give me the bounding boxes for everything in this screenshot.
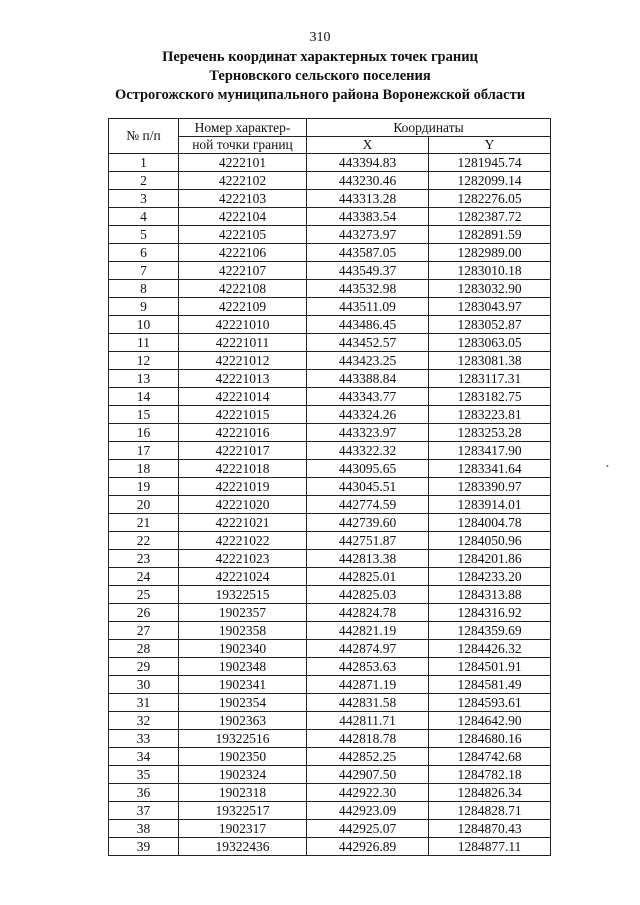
table-row (109, 208, 551, 226)
cell-x: 443423.25 (307, 352, 429, 370)
cell-point-id: 42221017 (179, 442, 307, 460)
cell-y: 1284877.11 (429, 838, 551, 856)
cell-y: 1282891.59 (429, 226, 551, 244)
cell-x: 442739.60 (307, 514, 429, 532)
cell-x: 442821.19 (307, 622, 429, 640)
cell-y: 1284870.43 (429, 820, 551, 838)
cell-point-id: 19322517 (179, 802, 307, 820)
cell-y: 1284642.90 (429, 712, 551, 730)
cell-point-id: 42221014 (179, 388, 307, 406)
cell-y: 1282099.14 (429, 172, 551, 190)
cell-x: 442925.07 (307, 820, 429, 838)
table-row (109, 280, 551, 298)
cell-point-id: 1902340 (179, 640, 307, 658)
cell-y: 1283417.90 (429, 442, 551, 460)
cell-point-id: 42221023 (179, 550, 307, 568)
cell-x: 443549.37 (307, 262, 429, 280)
title-line-1: Перечень координат характерных точек границ (162, 49, 478, 65)
cell-x: 442922.30 (307, 784, 429, 802)
cell-point-id: 4222109 (179, 298, 307, 316)
cell-num: 20 (109, 496, 179, 514)
table-row (109, 316, 551, 334)
table-row (109, 838, 551, 856)
cell-y: 1284313.88 (429, 586, 551, 604)
cell-point-id: 42221020 (179, 496, 307, 514)
table-row (109, 550, 551, 568)
cell-x: 443383.54 (307, 208, 429, 226)
cell-point-id: 42221015 (179, 406, 307, 424)
cell-num: 29 (109, 658, 179, 676)
cell-x: 442926.89 (307, 838, 429, 856)
cell-point-id: 1902350 (179, 748, 307, 766)
header-point-line1: Номер характер- (179, 119, 307, 137)
cell-y: 1284742.68 (429, 748, 551, 766)
cell-y: 1284201.86 (429, 550, 551, 568)
table-row (109, 226, 551, 244)
table-row (109, 442, 551, 460)
table-row (109, 802, 551, 820)
table-row (109, 244, 551, 262)
cell-y: 1281945.74 (429, 154, 551, 172)
cell-point-id: 42221024 (179, 568, 307, 586)
cell-point-id: 4222108 (179, 280, 307, 298)
cell-x: 442871.19 (307, 676, 429, 694)
cell-x: 442923.09 (307, 802, 429, 820)
cell-x: 442825.03 (307, 586, 429, 604)
table-row (109, 172, 551, 190)
table-row (109, 262, 551, 280)
cell-y: 1284581.49 (429, 676, 551, 694)
page-number: 310 (309, 30, 331, 45)
cell-num: 3 (109, 190, 179, 208)
cell-num: 25 (109, 586, 179, 604)
table-row (109, 352, 551, 370)
cell-num: 31 (109, 694, 179, 712)
cell-x: 442907.50 (307, 766, 429, 784)
cell-y: 1283223.81 (429, 406, 551, 424)
table-row (109, 730, 551, 748)
cell-num: 22 (109, 532, 179, 550)
cell-y: 1283010.18 (429, 262, 551, 280)
cell-x: 442853.63 (307, 658, 429, 676)
cell-x: 443095.65 (307, 460, 429, 478)
cell-num: 8 (109, 280, 179, 298)
cell-x: 442831.58 (307, 694, 429, 712)
table-row (109, 406, 551, 424)
cell-point-id: 4222104 (179, 208, 307, 226)
cell-point-id: 1902317 (179, 820, 307, 838)
table-row (109, 334, 551, 352)
cell-y: 1284050.96 (429, 532, 551, 550)
cell-point-id: 1902318 (179, 784, 307, 802)
cell-x: 442818.78 (307, 730, 429, 748)
cell-y: 1283117.31 (429, 370, 551, 388)
cell-num: 39 (109, 838, 179, 856)
header-x: X (307, 137, 429, 154)
cell-num: 17 (109, 442, 179, 460)
cell-y: 1283390.97 (429, 478, 551, 496)
cell-num: 30 (109, 676, 179, 694)
cell-x: 442813.38 (307, 550, 429, 568)
cell-num: 9 (109, 298, 179, 316)
cell-x: 443511.09 (307, 298, 429, 316)
cell-x: 443324.26 (307, 406, 429, 424)
cell-y: 1283052.87 (429, 316, 551, 334)
cell-num: 36 (109, 784, 179, 802)
cell-x: 443313.28 (307, 190, 429, 208)
table-row (109, 478, 551, 496)
cell-x: 442825.01 (307, 568, 429, 586)
cell-y: 1284316.92 (429, 604, 551, 622)
cell-y: 1283914.01 (429, 496, 551, 514)
cell-point-id: 42221019 (179, 478, 307, 496)
table-row (109, 190, 551, 208)
cell-point-id: 4222105 (179, 226, 307, 244)
cell-point-id: 42221012 (179, 352, 307, 370)
cell-num: 1 (109, 154, 179, 172)
title-line-2: Терновского сельского поселения (209, 68, 431, 84)
table-row (109, 766, 551, 784)
table-row (109, 676, 551, 694)
cell-y: 1283341.64 (429, 460, 551, 478)
cell-y: 1283063.05 (429, 334, 551, 352)
cell-y: 1282387.72 (429, 208, 551, 226)
cell-point-id: 19322515 (179, 586, 307, 604)
cell-x: 442874.97 (307, 640, 429, 658)
cell-point-id: 4222106 (179, 244, 307, 262)
cell-x: 443322.32 (307, 442, 429, 460)
table-row (109, 532, 551, 550)
cell-y: 1283182.75 (429, 388, 551, 406)
cell-num: 10 (109, 316, 179, 334)
cell-point-id: 1902354 (179, 694, 307, 712)
table-row (109, 154, 551, 172)
cell-point-id: 42221021 (179, 514, 307, 532)
cell-y: 1282276.05 (429, 190, 551, 208)
table-row (109, 640, 551, 658)
table-row (109, 460, 551, 478)
cell-x: 443394.83 (307, 154, 429, 172)
cell-num: 26 (109, 604, 179, 622)
cell-y: 1284680.16 (429, 730, 551, 748)
cell-num: 5 (109, 226, 179, 244)
table-row (109, 496, 551, 514)
cell-num: 27 (109, 622, 179, 640)
cell-point-id: 42221016 (179, 424, 307, 442)
table-row (109, 748, 551, 766)
cell-num: 16 (109, 424, 179, 442)
cell-x: 443230.46 (307, 172, 429, 190)
cell-point-id: 19322436 (179, 838, 307, 856)
cell-x: 443587.05 (307, 244, 429, 262)
cell-x: 443045.51 (307, 478, 429, 496)
cell-point-id: 42221018 (179, 460, 307, 478)
cell-y: 1282989.00 (429, 244, 551, 262)
coordinates-table (108, 118, 551, 856)
cell-x: 443388.84 (307, 370, 429, 388)
cell-y: 1284233.20 (429, 568, 551, 586)
cell-num: 37 (109, 802, 179, 820)
cell-y: 1283081.38 (429, 352, 551, 370)
table-row (109, 514, 551, 532)
cell-y: 1283253.28 (429, 424, 551, 442)
cell-point-id: 1902363 (179, 712, 307, 730)
cell-num: 4 (109, 208, 179, 226)
cell-y: 1284004.78 (429, 514, 551, 532)
table-row (109, 388, 551, 406)
table-body (109, 154, 551, 856)
cell-num: 18 (109, 460, 179, 478)
cell-point-id: 1902358 (179, 622, 307, 640)
document-title (0, 48, 640, 105)
header-point-line2: ной точки границ (179, 137, 307, 154)
cell-num: 35 (109, 766, 179, 784)
cell-point-id: 4222103 (179, 190, 307, 208)
table-row (109, 370, 551, 388)
cell-point-id: 1902357 (179, 604, 307, 622)
cell-y: 1284593.61 (429, 694, 551, 712)
cell-x: 442811.71 (307, 712, 429, 730)
cell-num: 13 (109, 370, 179, 388)
cell-y: 1284426.32 (429, 640, 551, 658)
cell-x: 442852.25 (307, 748, 429, 766)
cell-point-id: 42221010 (179, 316, 307, 334)
header-y: Y (429, 137, 551, 154)
table-row (109, 712, 551, 730)
cell-x: 442824.78 (307, 604, 429, 622)
cell-point-id: 42221011 (179, 334, 307, 352)
cell-y: 1284826.34 (429, 784, 551, 802)
cell-num: 7 (109, 262, 179, 280)
cell-num: 33 (109, 730, 179, 748)
cell-num: 23 (109, 550, 179, 568)
cell-num: 24 (109, 568, 179, 586)
cell-x: 443532.98 (307, 280, 429, 298)
cell-num: 28 (109, 640, 179, 658)
cell-point-id: 4222107 (179, 262, 307, 280)
cell-point-id: 42221022 (179, 532, 307, 550)
cell-num: 2 (109, 172, 179, 190)
cell-num: 6 (109, 244, 179, 262)
cell-num: 11 (109, 334, 179, 352)
table-row (109, 586, 551, 604)
cell-y: 1284359.69 (429, 622, 551, 640)
cell-y: 1284828.71 (429, 802, 551, 820)
table-row (109, 604, 551, 622)
cell-num: 19 (109, 478, 179, 496)
table-row (109, 424, 551, 442)
table-row (109, 784, 551, 802)
cell-point-id: 4222101 (179, 154, 307, 172)
cell-point-id: 1902341 (179, 676, 307, 694)
table-row (109, 820, 551, 838)
cell-x: 443273.97 (307, 226, 429, 244)
cell-num: 21 (109, 514, 179, 532)
cell-x: 443452.57 (307, 334, 429, 352)
cell-y: 1284782.18 (429, 766, 551, 784)
cell-num: 15 (109, 406, 179, 424)
cell-x: 442774.59 (307, 496, 429, 514)
cell-x: 443343.77 (307, 388, 429, 406)
title-line-3: Острогожского муниципального района Воронежской области (114, 87, 526, 103)
cell-point-id: 42221013 (179, 370, 307, 388)
cell-x: 442751.87 (307, 532, 429, 550)
cell-y: 1283043.97 (429, 298, 551, 316)
cell-point-id: 1902348 (179, 658, 307, 676)
scan-mark: • (606, 462, 609, 471)
cell-num: 34 (109, 748, 179, 766)
table-row (109, 622, 551, 640)
cell-y: 1283032.90 (429, 280, 551, 298)
cell-num: 32 (109, 712, 179, 730)
header-num: № п/п (109, 119, 179, 154)
cell-point-id: 4222102 (179, 172, 307, 190)
cell-num: 12 (109, 352, 179, 370)
header-coordinates: Координаты (307, 119, 551, 137)
cell-num: 14 (109, 388, 179, 406)
cell-y: 1284501.91 (429, 658, 551, 676)
table-row (109, 694, 551, 712)
table-row (109, 658, 551, 676)
cell-x: 443486.45 (307, 316, 429, 334)
cell-point-id: 1902324 (179, 766, 307, 784)
cell-point-id: 19322516 (179, 730, 307, 748)
table-row (109, 298, 551, 316)
cell-num: 38 (109, 820, 179, 838)
cell-x: 443323.97 (307, 424, 429, 442)
table-row (109, 568, 551, 586)
